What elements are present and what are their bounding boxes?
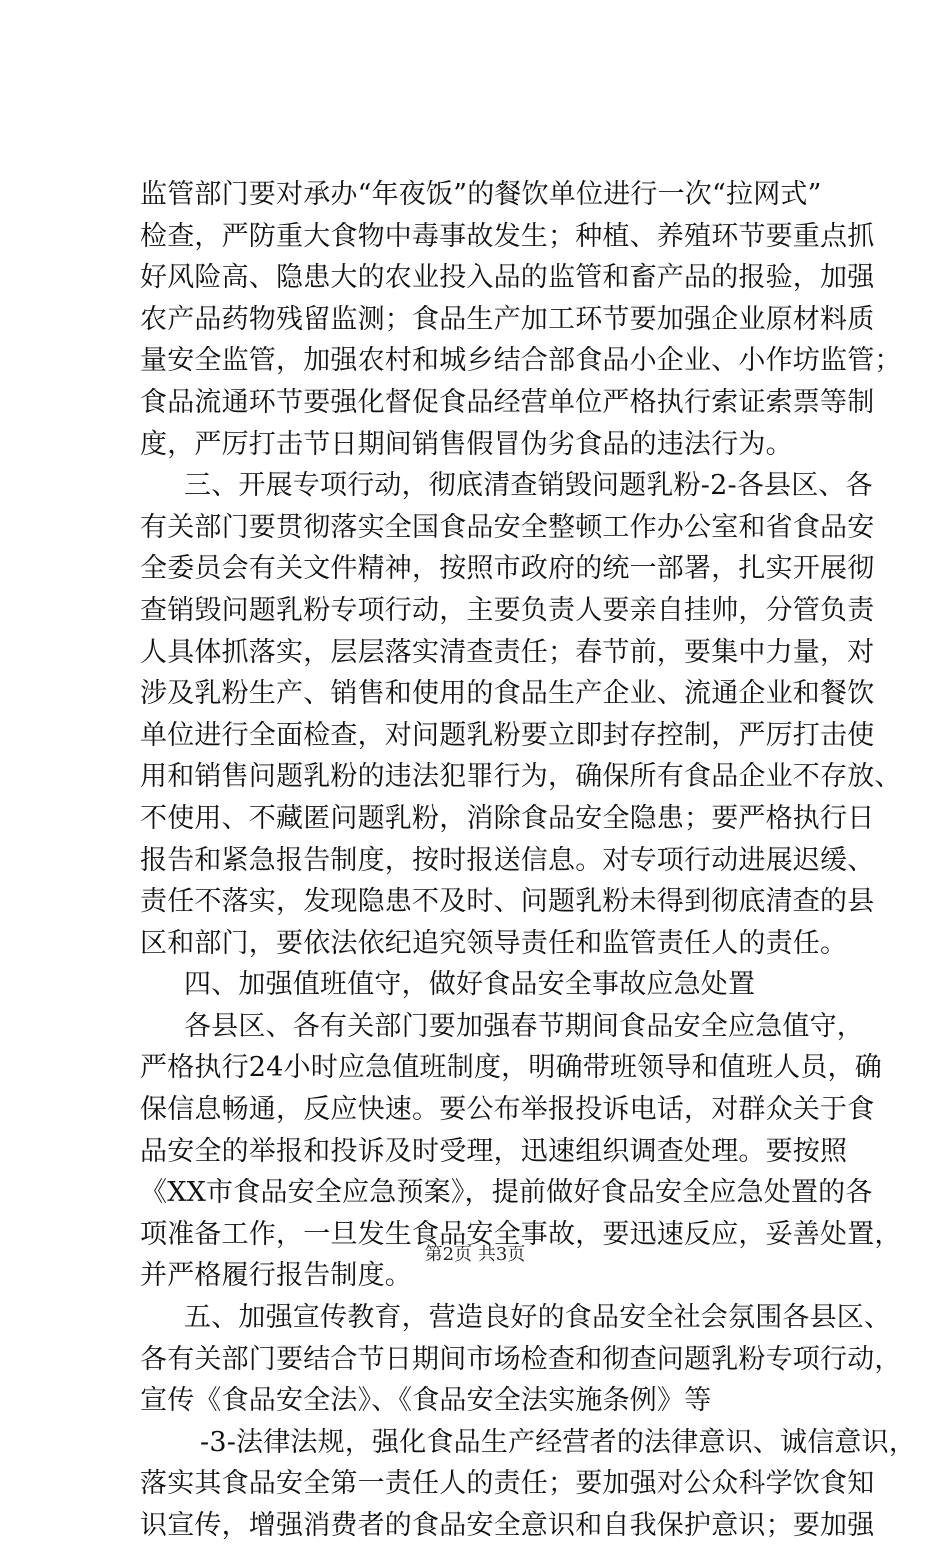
section-heading-line: 五、加强宣传教育，营造良好的食品安全社会氛围各县区、 bbox=[184, 1302, 892, 1334]
text-line: 责任不落实，发现隐患不及时、问题乳粉未得到彻底清查的县 bbox=[140, 886, 875, 918]
text-line: 识宣传，增强消费者的食品安全意识和自我保护意识；要加强 bbox=[140, 1510, 875, 1541]
text-line: 食品流通环节要强化督促食品经营单位严格执行索证索票等制 bbox=[140, 386, 875, 418]
text-line: 全委员会有关文件精神，按照市政府的统一部署，扎实开展彻 bbox=[140, 553, 875, 585]
text-line: 宣传《食品安全法》、《食品安全法实施条例》等 bbox=[140, 1385, 712, 1417]
text-line: 品安全的举报和投诉及时受理，迅速组织调查处理。要按照 bbox=[140, 1135, 848, 1167]
section-heading-line: 四、加强值班值守，做好食品安全事故应急处置 bbox=[184, 969, 756, 1001]
section-heading-line: 三、开展专项行动，彻底清查销毁问题乳粉-2-各县区、各 bbox=[184, 470, 873, 502]
text-line: 严格执行24小时应急值班制度，明确带班领导和值班人员，确 bbox=[140, 1052, 882, 1084]
text-line: -3-法律法规，强化食品生产经营者的法律意识、诚信意识， bbox=[200, 1426, 917, 1458]
text-line: 并严格履行报告制度。 bbox=[140, 1260, 412, 1292]
text-line: 检查，严防重大食物中毒事故发生；种植、养殖环节要重点抓 bbox=[140, 220, 875, 252]
text-line: 不使用、不藏匿问题乳粉，消除食品安全隐患；要严格执行日 bbox=[140, 802, 875, 834]
text-line: 保信息畅通，反应快速。要公布举报投诉电话，对群众关于食 bbox=[140, 1094, 875, 1126]
text-line: 人具体抓落实，层层落实清查责任；春节前，要集中力量，对 bbox=[140, 636, 875, 668]
text-line: 查销毁问题乳粉专项行动，主要负责人要亲自挂帅，分管负责 bbox=[140, 594, 875, 626]
text-line: 报告和紧急报告制度，按时报送信息。对专项行动进展迟缓、 bbox=[140, 844, 875, 876]
text-line: 项准备工作，一旦发生食品安全事故，要迅速反应，妥善处置， bbox=[140, 1218, 902, 1250]
text-line: 度，严厉打击节日期间销售假冒伪劣食品的违法行为。 bbox=[140, 428, 793, 460]
text-line: 涉及乳粉生产、销售和使用的食品生产企业、流通企业和餐饮 bbox=[140, 678, 875, 710]
text-line: 好风险高、隐患大的农业投入品的监管和畜产品的报验，加强 bbox=[140, 262, 875, 294]
text-line: 用和销售问题乳粉的违法犯罪行为，确保所有食品企业不存放、 bbox=[140, 761, 902, 793]
text-line: 《XX市食品安全应急预案》，提前做好食品安全应急处置的各 bbox=[140, 1177, 873, 1209]
page-number-footer: 第2页 共3页 bbox=[424, 1244, 526, 1265]
text-line: 监管部门要对承办“年夜饭”的餐饮单位进行一次“拉网式” bbox=[140, 179, 822, 210]
text-line: 量安全监管，加强农村和城乡结合部食品小企业、小作坊监管； bbox=[140, 345, 902, 377]
text-line: 落实其食品安全第一责任人的责任；要加强对公众科学饮食知 bbox=[140, 1468, 875, 1500]
text-line: 单位进行全面检查，对问题乳粉要立即封存控制，严厉打击使 bbox=[140, 719, 875, 751]
document-body bbox=[140, 174, 917, 1547]
text-line: 农产品药物残留监测；食品生产加工环节要加强企业原材料质 bbox=[140, 303, 875, 335]
text-line: 各县区、各有关部门要加强春节期间食品安全应急值守， bbox=[184, 1010, 864, 1042]
text-line: 各有关部门要结合节日期间市场检查和彻查问题乳粉专项行动， bbox=[140, 1343, 902, 1375]
text-line: 区和部门，要依法依纪追究领导责任和监管责任人的责任。 bbox=[140, 927, 848, 959]
text-line: 有关部门要贯彻落实全国食品安全整顿工作办公室和省食品安 bbox=[140, 511, 875, 543]
